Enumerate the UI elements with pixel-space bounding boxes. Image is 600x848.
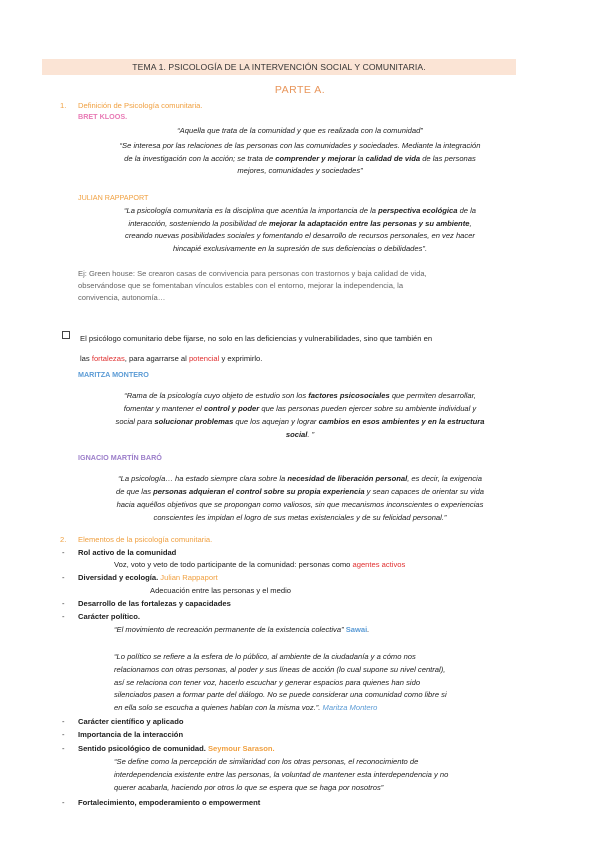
dash-bullet: - [62, 548, 65, 557]
page-title: TEMA 1. PSICOLOGÍA DE LA INTERVENCIÓN SOCIAL Y COMUNITARIA. [132, 62, 426, 72]
dash-bullet: - [62, 717, 65, 726]
dash-bullet: - [62, 599, 65, 608]
dash-bullet: - [62, 612, 65, 621]
element-diversidad-detail: Adecuación entre las personas y el medio [150, 586, 291, 595]
quote-kloos-1: “Aquella que trata de la comunidad y que es realizada con la comunidad” [177, 126, 423, 135]
quote-politico: “Lo político se refiere a la esfera de lo público, al ambiente de la ciudadanía y a cómo nos relacionamos con otras personas, al poder y sus líneas de acción (lo cual supone su nivel central), así se relaciona con tener voz, hacerlo escuchar y generar espacios para quienes han sido silenciados pasen a formar parte del diálogo. No se puede considerar una comunidad como libre si en ella solo se escucha a quienes hablan con la misma voz.”. Maritza Montero [114, 652, 447, 713]
element-interaccion: Importancia de la interacción [78, 730, 184, 739]
quote-sarason: “Se define como la percepción de similaridad con los otras personas, el reconocimiento de interdependencia existente entre las personas, la voluntad de mantener esta interdependencia y no querer acabarla, haciendo por otros lo que se espera que se haga por nosotros” [114, 757, 449, 792]
quote-rappaport: “La psicología comunitaria es la disciplina que acentúa la importancia de la perspectiva ecológica de la interacción, sosteniendo la posibilidad de mejorar la adaptación entre las personas y su ambiente, creando nuevas posibilidades sociales y fomentando el desarrollo de recursos personales, en vez hacer hincapié exclusivamente en la supresión de sus deficiencias o debilidades”. [123, 206, 477, 253]
bullet-psicologo: El psicólogo comunitario debe fijarse, no solo en las deficiencias y vulnerabilidades, sino que también en las fortalezas, para agarrarse al potencial y exprimirlo. [80, 334, 433, 363]
element-diversidad: Diversidad y ecología. Julian Rappaport [78, 573, 218, 582]
element-sentido-comunidad: Sentido psicológico de comunidad. Seymour Sarason. [78, 744, 275, 753]
bullet-icon [62, 331, 70, 339]
section-heading: Elementos de la psicología comunitaria. [78, 535, 213, 544]
section-number: 2. [60, 535, 67, 544]
quote-sawai: “El movimiento de recreación permanente de la existencia colectiva” Sawai. [114, 625, 370, 634]
quote-kloos-2: “Se interesa por las relaciones de las personas con las comunidades y sociedades. Mediante la integración de la investigación con la acción; se trata de comprender y mejorar la calidad de vida de las personas mejores, comunidades y sociedades” [119, 141, 481, 175]
element-cientifico: Carácter científico y aplicado [78, 717, 184, 726]
quote-martin-baro: “La psicología… ha estado siempre clara sobre la necesidad de liberación personal, es decir, la exigencia de que las personas adquieran el control sobre su propia experiencia y sean capaces de orientar su vida hacia aquéllos objetivos que se propongan como valiosos, sin que mecanismos inconscientes o experiencias conscientes les impidan el logro de sus metas existenciales y de su felicidad personal.” [115, 474, 485, 522]
element-rol-activo: Rol activo de la comunidad [78, 548, 177, 557]
element-politico: Carácter político. [78, 612, 141, 621]
dash-bullet: - [62, 573, 65, 582]
example-green-house: Ej: Green house: Se crearon casas de convivencia para personas con trastornos y baja calidad de vida, observándose que se fomentaban vínculos estables con el entorno, mejorar la independencia, la convivencia, autonomía… [78, 269, 427, 302]
element-rol-activo-detail: Voz, voto y veto de todo participante de la comunidad: personas como agentes activos [114, 560, 406, 569]
element-fortalezas: Desarrollo de las fortalezas y capacidades [78, 599, 231, 608]
section-heading: Definición de Psicología comunitaria. [78, 101, 203, 110]
part-heading: PARTE A. [274, 84, 326, 96]
dash-bullet: - [62, 730, 65, 739]
element-empoderamiento: Fortalecimiento, empoderamiento o empowerment [78, 798, 261, 807]
dash-bullet: - [62, 798, 65, 807]
dash-bullet: - [62, 744, 65, 753]
author-maritza-montero: MARITZA MONTERO [78, 370, 149, 379]
author-bret-kloos: BRET KLOOS. [78, 112, 128, 121]
section-number: 1. [60, 101, 67, 110]
author-martin-baro: IGNACIO MARTÍN BARÓ [78, 453, 162, 462]
author-julian-rappaport: JULIAN RAPPAPORT [78, 193, 149, 202]
quote-montero: “Rama de la psicología cuyo objeto de estudio son los factores psicosociales que permiten desarrollar, fomentar y mantener el control y poder que las personas pueden ejercer sobre su ambiente individual y social para solucionar problemas que los aquejan y lograr cambios en esos ambientes y en la estructura social. ” [115, 391, 485, 439]
